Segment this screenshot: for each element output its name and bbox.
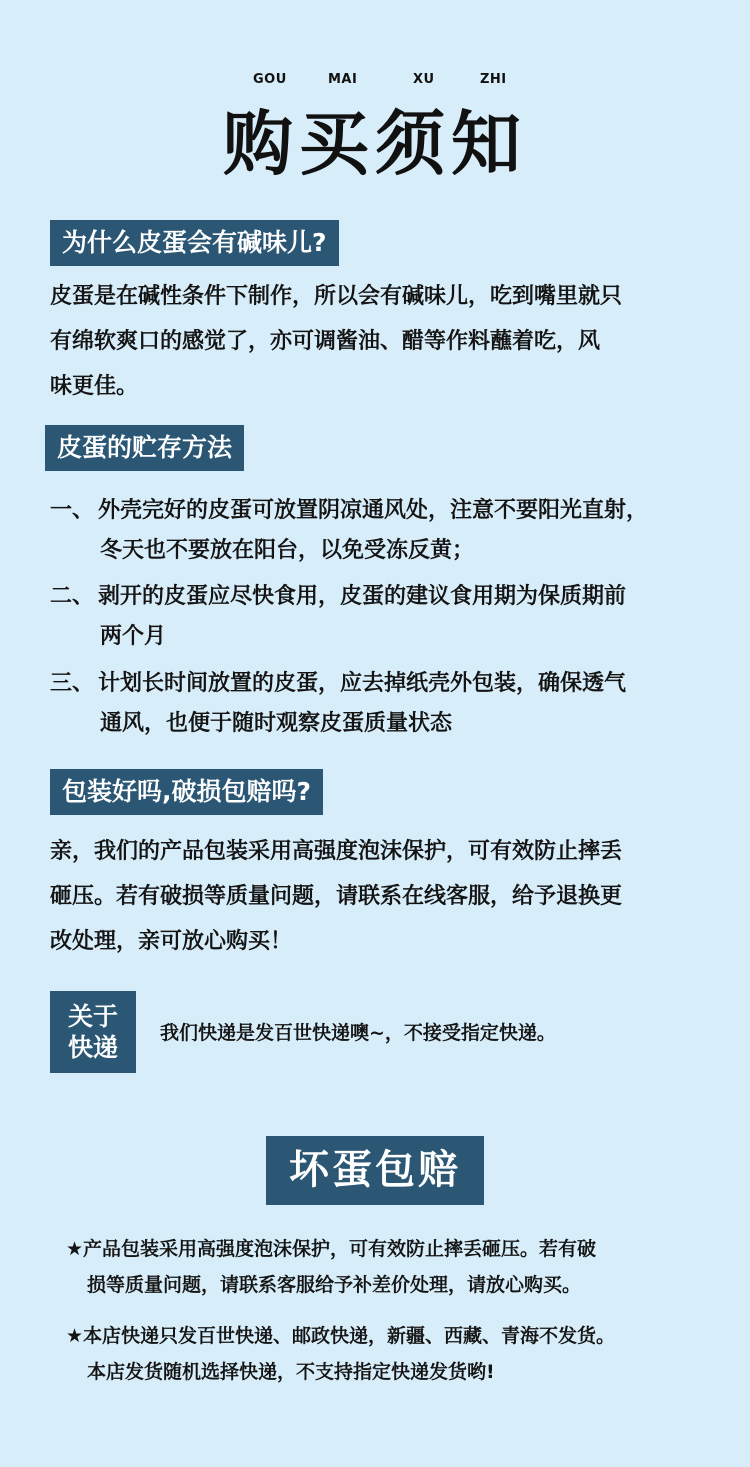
compensation-item-1 <box>66 1231 736 1303</box>
title-pinyin <box>0 72 750 88</box>
item-number: 二、 <box>50 584 95 609</box>
item-number: 一、 <box>50 498 95 523</box>
item-text: 外壳完好的皮蛋可放置阴凉通风处，注意不要阳光直射， <box>98 498 649 523</box>
text-line: 皮蛋是在碱性条件下制作，所以会有碱味儿，吃到嘴里就只 <box>50 284 623 309</box>
text-line: 亲，我们的产品包装采用高强度泡沫保护，可有效防止摔丢 <box>50 839 623 864</box>
pinyin-xu: XU <box>413 72 435 87</box>
item-text: ★产品包装采用高强度泡沫保护，可有效防止摔丢砸压。若有破 <box>66 1238 597 1260</box>
text-line: 砸压。若有破损等质量问题，请联系在线客服，给予退换更 <box>50 884 623 909</box>
pinyin-gou: GOU <box>253 72 287 87</box>
pinyin-mai: MAI <box>328 72 358 87</box>
express-tag-line: 快递 <box>67 1033 118 1062</box>
express-tag-line: 关于 <box>67 1002 118 1031</box>
item-text: 损等质量问题，请联系客服给予补差价处理，请放心购买。 <box>87 1274 582 1296</box>
item-text: 剥开的皮蛋应尽快食用，皮蛋的建议食用期为保质期前 <box>98 584 627 609</box>
text-line: 有绵软爽口的感觉了，亦可调酱油、醋等作料蘸着吃，风 <box>50 329 601 354</box>
item-text: 本店发货随机选择快递，不支持指定快递发货哟! <box>87 1361 495 1383</box>
section-alkaline-text <box>50 274 730 409</box>
pinyin-zhi: ZHI <box>480 72 507 87</box>
item-text: ★本店快递只发百世快递、邮政快递，新疆、西藏、青海不发货。 <box>66 1325 616 1347</box>
text-line: 改处理，亲可放心购买！ <box>50 929 293 954</box>
item-text: 通风，也便于随时观察皮蛋质量状态 <box>100 711 453 736</box>
item-number: 三、 <box>50 671 95 696</box>
text-line: 味更佳。 <box>50 374 139 399</box>
item-text: 冬天也不要放在阳台，以免受冻反黄； <box>100 538 475 563</box>
compensation-title: 坏蛋包赔 <box>266 1136 484 1205</box>
section-title-packaging: 包装好吗,破损包赔吗? <box>50 769 323 815</box>
storage-item-2 <box>50 577 740 657</box>
section-packaging-text <box>50 829 730 964</box>
item-text: 计划长时间放置的皮蛋，应去掉纸壳外包装，确保透气 <box>98 671 627 696</box>
section-title-storage: 皮蛋的贮存方法 <box>45 425 244 471</box>
storage-item-3 <box>50 664 740 744</box>
express-text: 我们快递是发百世快递噢~，不接受指定快递。 <box>160 1022 556 1044</box>
express-tag <box>50 991 136 1073</box>
page-title: 购买须知 <box>223 102 527 185</box>
section-title-alkaline: 为什么皮蛋会有碱味儿? <box>50 220 339 266</box>
item-text: 两个月 <box>100 624 167 649</box>
storage-item-1 <box>50 491 740 571</box>
compensation-item-2 <box>66 1318 736 1390</box>
